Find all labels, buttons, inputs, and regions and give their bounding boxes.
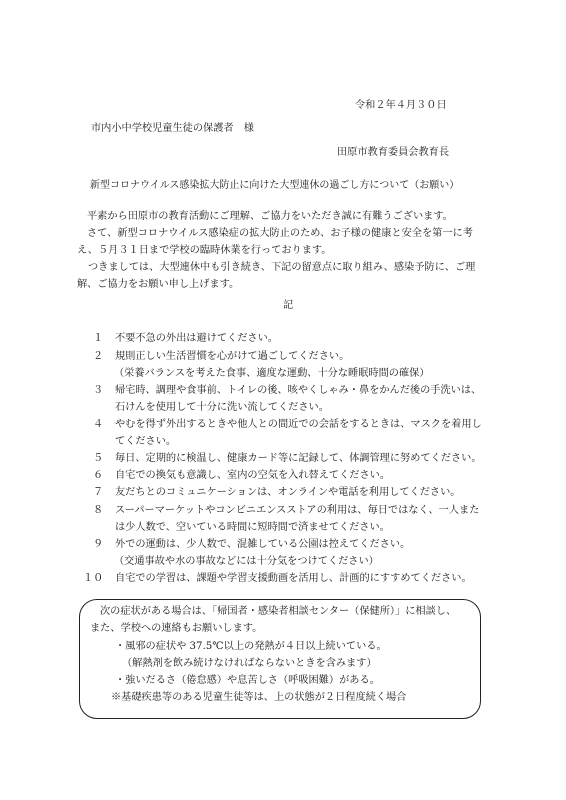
item-number: ８ — [93, 505, 104, 516]
body-line: え、５月３１日まで学校の臨時休業を行っております。 — [77, 245, 332, 256]
recipient-line: 市内小中学校児童生徒の保護者 様 — [91, 123, 254, 134]
item-text: 自宅での学習は、課題や学習支援動画を活用し、計画的にすすめてください。 — [115, 573, 472, 584]
item-text: 規則正しい生活習慣を心がけて過ごしてください。 — [115, 351, 350, 362]
item-text-continued: （栄養バランスを考えた食事、適度な運動、十分な睡眠時間の確保） — [114, 368, 430, 379]
ki-heading: 記 — [283, 300, 294, 311]
notice-line: また、学校への連絡もお願いします。 — [90, 623, 263, 634]
item-text-continued: てください。 — [115, 436, 177, 447]
notice-line: （解熱剤を飲み続けなければならないときを含みます） — [122, 658, 377, 669]
notice-line: 次の症状がある場合は、「帰国者・感染者相談センター（保健所）」に相談し、 — [100, 606, 457, 617]
item-text: スーパーマーケットやコンビニエンスストアの利用は、毎日ではなく、一人また — [115, 505, 480, 516]
item-text: 外での運動は、少人数で、混雑している公園は控えてください。 — [115, 539, 411, 550]
document-date: 令和２年４月３０日 — [355, 100, 447, 111]
item-number: ５ — [93, 453, 104, 464]
item-number: ９ — [93, 539, 104, 550]
body-line: つきましては、大型連休中も引き続き、下記の留意点に取り組み、感染予防に、ご理 — [88, 262, 476, 273]
body-line: 平素から田原市の教育活動にご理解、ご協力をいただき誠に有難うございます。 — [87, 211, 453, 222]
item-text-continued: 石けんを使用して十分に洗い流してください。 — [115, 402, 329, 413]
body-line: さて、新型コロナウイルス感染症の拡大防止のため、お子様の健康と安全を第一に考 — [87, 228, 473, 239]
body-line: 解、ご協力をお願い申し上げます。 — [77, 279, 240, 290]
item-text-continued: は少人数で、空いている時間に短時間で済ませてください。 — [115, 522, 390, 533]
item-number: ４ — [93, 419, 104, 430]
item-text: やむを得ず外出するときや他人との間近での会話をするときは、マスクを着用し — [115, 419, 482, 430]
item-text: 不要不急の外出は避けてください。 — [115, 333, 278, 344]
sender-line: 田原市教育委員会教育長 — [337, 147, 450, 158]
item-text: 自宅での換気も意識し、室内の空気を入れ替えてください。 — [115, 470, 391, 481]
notice-line: ・強いだるさ（倦怠感）や息苦しさ（呼吸困難）がある。 — [115, 675, 380, 686]
item-number: ６ — [93, 470, 104, 481]
notice-line: ・風邪の症状や 37.5℃以上の発熱が４日以上続いている。 — [115, 641, 387, 652]
item-text-continued: （交通事故や水の事故などには十分気をつけてください） — [114, 556, 379, 567]
document-title: 新型コロナウイルス感染拡大防止に向けた大型連休の過ごし方について（お願い） — [90, 180, 460, 191]
item-number: ２ — [93, 351, 104, 362]
item-text: 帰宅時、調理や食事前、トイレの後、咳やくしゃみ・鼻をかんだ後の手洗いは、 — [115, 385, 482, 396]
item-number: １０ — [83, 573, 104, 584]
item-text: 友だちとのコミュニケーションは、オンラインや電話を利用してください。 — [115, 487, 461, 498]
item-number: １ — [93, 333, 104, 344]
item-number: ７ — [93, 487, 104, 498]
item-text: 毎日、定期的に検温し、健康カード等に記録して、体調管理に努めてください。 — [115, 453, 482, 464]
item-number: ３ — [93, 385, 104, 396]
notice-line: ※基礎疾患等のある児童生徒等は、上の状態が２日程度続く場合 — [111, 692, 407, 703]
